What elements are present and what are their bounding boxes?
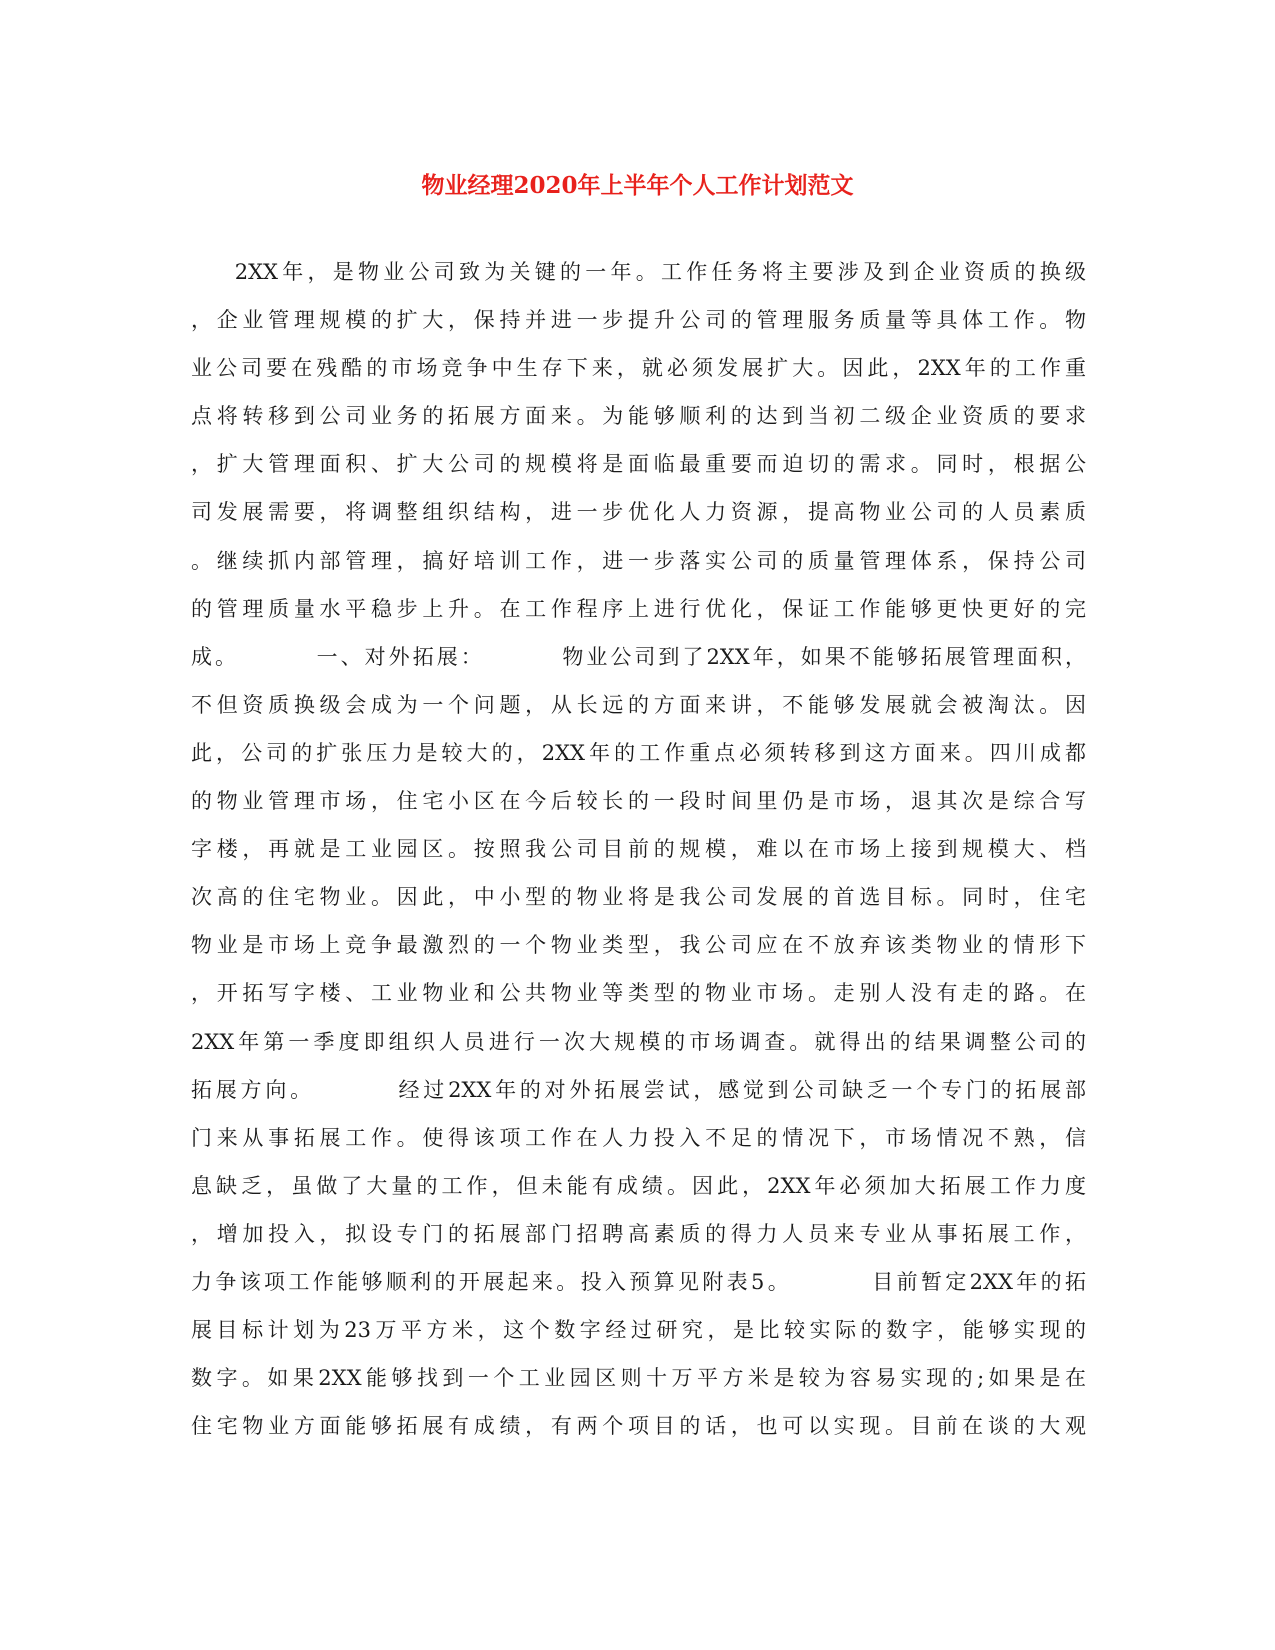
document-body xyxy=(191,248,1086,1450)
body-text-line: ，扩大管理面积、扩大公司的规模将是面临最重要而迫切的需求。同时，根据公 xyxy=(191,452,1086,477)
body-text-line: ，企业管理规模的扩大，保持并进一步提升公司的管理服务质量等具体工作。物 xyxy=(191,308,1086,333)
document-title: 物业经理2020年上半年个人工作计划范文 xyxy=(421,172,854,199)
body-text-line: 2XX年，是物业公司致为关键的一年。工作任务将主要涉及到企业资质的换级 xyxy=(191,260,1086,284)
body-text-line: 拓展方向。 经过2XX年的对外拓展尝试，感觉到公司缺乏一个专门的拓展部 xyxy=(191,1077,1086,1102)
body-text-line: 门来从事拓展工作。使得该项工作在人力投入不足的情况下，市场情况不熟，信 xyxy=(191,1125,1086,1150)
body-text-line: 次高的住宅物业。因此，中小型的物业将是我公司发展的首选目标。同时，住宅 xyxy=(191,885,1086,910)
body-text-line: 。继续抓内部管理，搞好培训工作，进一步落实公司的质量管理体系，保持公司 xyxy=(191,548,1086,573)
body-text-line: 司发展需要，将调整组织结构，进一步优化人力资源，提高物业公司的人员素质 xyxy=(191,500,1086,525)
body-text-line: 数字。如果2XX能够找到一个工业园区则十万平方米是较为容易实现的;如果是在 xyxy=(191,1366,1086,1391)
body-text-line: 此，公司的扩张压力是较大的，2XX年的工作重点必须转移到这方面来。四川成都 xyxy=(191,740,1086,765)
body-text-line: ，增加投入，拟设专门的拓展部门招聘高素质的得力人员来专业从事拓展工作， xyxy=(191,1221,1086,1246)
body-text-line: 展目标计划为23万平方米，这个数字经过研究，是比较实际的数字，能够实现的 xyxy=(191,1318,1086,1343)
body-text-line: 不但资质换级会成为一个问题，从长远的方面来讲，不能够发展就会被淘汰。因 xyxy=(191,692,1086,717)
body-text-line: 成。 一、对外拓展： 物业公司到了2XX年，如果不能够拓展管理面积， xyxy=(191,644,1086,669)
body-text-line: 2XX年第一季度即组织人员进行一次大规模的市场调查。就得出的结果调整公司的 xyxy=(191,1029,1086,1054)
body-text-line: 息缺乏，虽做了大量的工作，但未能有成绩。因此，2XX年必须加大拓展工作力度 xyxy=(191,1173,1086,1198)
body-text-line: 力争该项工作能够顺利的开展起来。投入预算见附表5。 目前暂定2XX年的拓 xyxy=(191,1269,1086,1294)
body-text-line: 的物业管理市场，住宅小区在今后较长的一段时间里仍是市场，退其次是综合写 xyxy=(191,789,1086,814)
body-text-line: 字楼，再就是工业园区。按照我公司目前的规模，难以在市场上接到规模大、档 xyxy=(191,837,1086,862)
body-text-line: 物业是市场上竞争最激烈的一个物业类型，我公司应在不放弃该类物业的情形下 xyxy=(191,933,1086,958)
body-text-line: ，开拓写字楼、工业物业和公共物业等类型的物业市场。走别人没有走的路。在 xyxy=(191,981,1086,1006)
body-text-line: 业公司要在残酷的市场竞争中生存下来，就必须发展扩大。因此，2XX年的工作重 xyxy=(191,356,1086,381)
body-text-line: 的管理质量水平稳步上升。在工作程序上进行优化，保证工作能够更快更好的完 xyxy=(191,596,1086,621)
body-text-line: 点将转移到公司业务的拓展方面来。为能够顺利的达到当初二级企业资质的要求 xyxy=(191,404,1086,429)
body-text-line: 住宅物业方面能够拓展有成绩，有两个项目的话，也可以实现。目前在谈的大观 xyxy=(191,1414,1086,1439)
